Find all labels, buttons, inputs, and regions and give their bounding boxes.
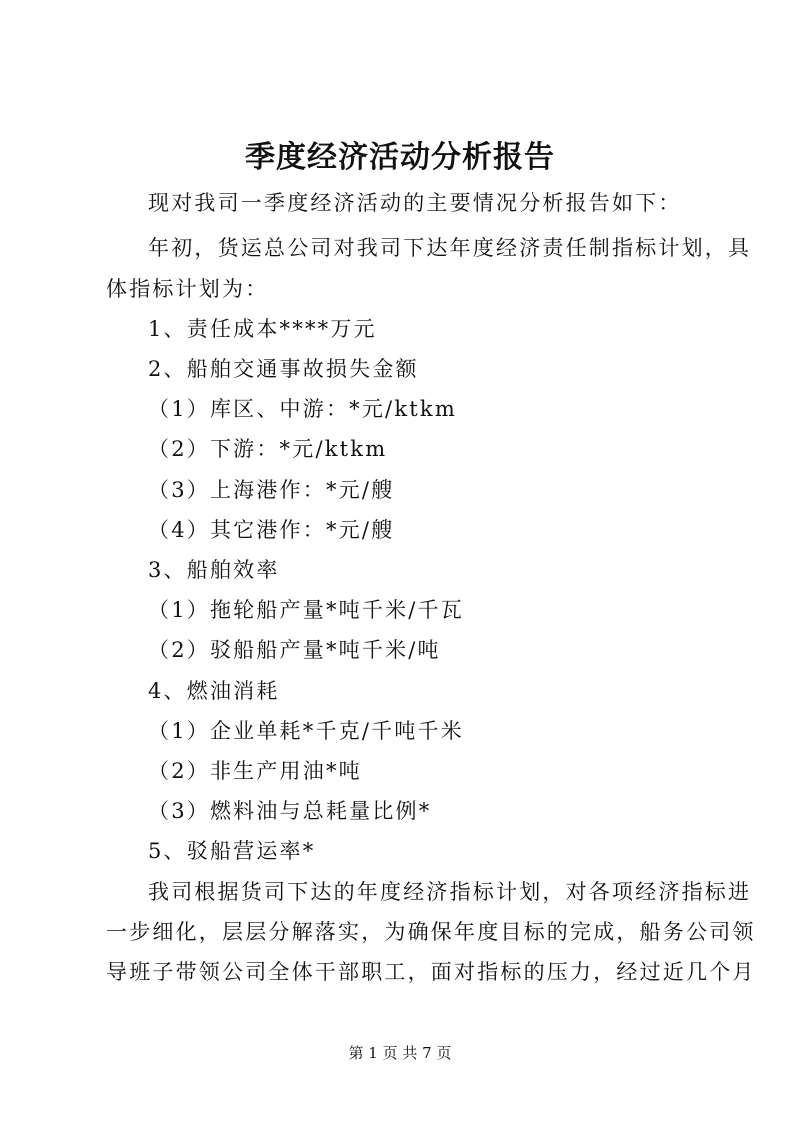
paragraph-line-5: 一步细化，层层分解落实，为确保年度目标的完成，船务公司领 xyxy=(106,920,756,944)
list-subitem-4-1: （1）企业单耗*千克/千吨千米 xyxy=(148,719,464,743)
list-subitem-2-1: （1）库区、中游：*元/ktkm xyxy=(148,397,457,421)
list-subitem-3-2: （2）驳船船产量*吨千米/吨 xyxy=(148,638,441,662)
list-item-4: 4、燃油消耗 xyxy=(148,679,280,703)
paragraph-line-1: 现对我司一季度经济活动的主要情况分析报告如下： xyxy=(148,191,682,215)
list-subitem-4-3: （3）燃料油与总耗量比例* xyxy=(148,799,432,823)
list-item-5: 5、驳船营运率* xyxy=(148,839,316,863)
list-subitem-2-2: （2）下游：*元/ktkm xyxy=(148,437,388,461)
paragraph-line-6: 导班子带领公司全体干部职工，面对指标的压力，经过近几个月 xyxy=(106,960,756,984)
list-subitem-4-2: （2）非生产用油*吨 xyxy=(148,759,362,783)
list-subitem-2-4: （4）其它港作：*元/艘 xyxy=(148,518,395,542)
list-item-1: 1、责任成本****万元 xyxy=(148,317,377,341)
page-footer: 第 1 页 共 7 页 xyxy=(348,1044,452,1062)
list-subitem-3-1: （1）拖轮船产量*吨千米/千瓦 xyxy=(148,598,464,622)
document-title: 季度经济活动分析报告 xyxy=(245,140,555,175)
paragraph-line-4: 我司根据货司下达的年度经济指标计划，对各项经济指标进 xyxy=(148,880,752,904)
list-item-2: 2、船舶交通事故损失金额 xyxy=(148,357,419,381)
paragraph-line-3: 体指标计划为： xyxy=(106,277,269,301)
list-subitem-2-3: （3）上海港作：*元/艘 xyxy=(148,478,395,502)
paragraph-line-2: 年初，货运总公司对我司下达年度经济责任制指标计划，具 xyxy=(148,236,752,260)
list-item-3: 3、船舶效率 xyxy=(148,558,280,582)
